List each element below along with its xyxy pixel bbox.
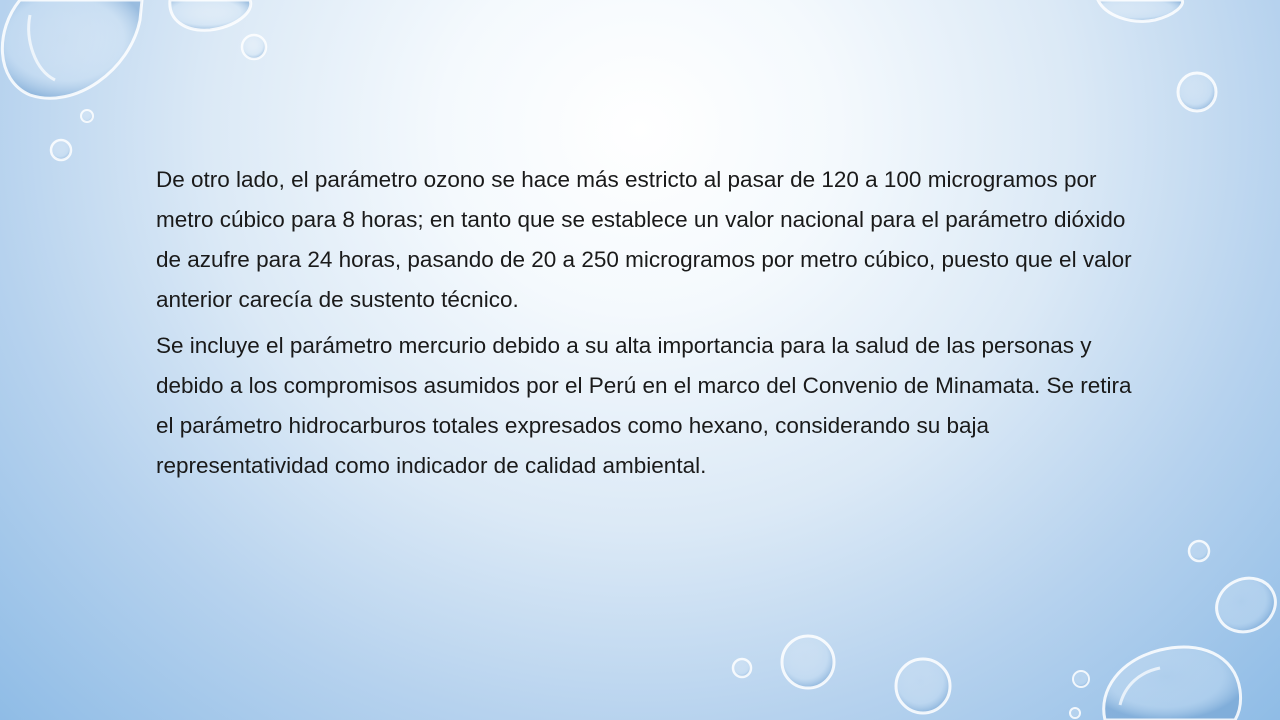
- drop-small-4: [1073, 671, 1089, 687]
- drop-small-2: [81, 110, 93, 122]
- drop-small-1: [242, 35, 266, 59]
- drop-right-1: [1178, 73, 1216, 111]
- drop-bottom-1: [782, 636, 834, 688]
- paragraph-ozono: De otro lado, el parámetro ozono se hace más estricto al pasar de 120 a 100 microgramos por metro cúbico para 8 horas; en tanto que se establece un valor nacional para el parámetro dióxido de azufre para 24 horas, pasando de 20 a 250 microgramos por metro cúbico, puesto que el valor anterior carecía de sustento técnico.: [156, 167, 1132, 312]
- slide-body: [156, 160, 1136, 492]
- drop-top-right: [1098, 0, 1183, 21]
- paragraph-mercurio: Se incluye el parámetro mercurio debido a su alta importancia para la salud de las personas y debido a los compromisos asumidos por el Perú en el marco del Convenio de Minamata. Se retira el parámetro hidrocarburos totales expresados como hexano, considerando su baja representatividad como indicador de calidad ambiental.: [156, 333, 1132, 478]
- drop-right-2: [1189, 541, 1209, 561]
- drop-top-left-large: [2, 0, 142, 98]
- drop-top-left-medium: [170, 0, 251, 30]
- drop-small-3: [51, 140, 71, 160]
- drop-small-5: [1070, 708, 1080, 718]
- drop-bottom-3: [896, 659, 950, 713]
- drop-bottom-right-large: [1104, 647, 1241, 720]
- drop-bottom-2: [733, 659, 751, 677]
- drop-right-3: [1208, 569, 1280, 641]
